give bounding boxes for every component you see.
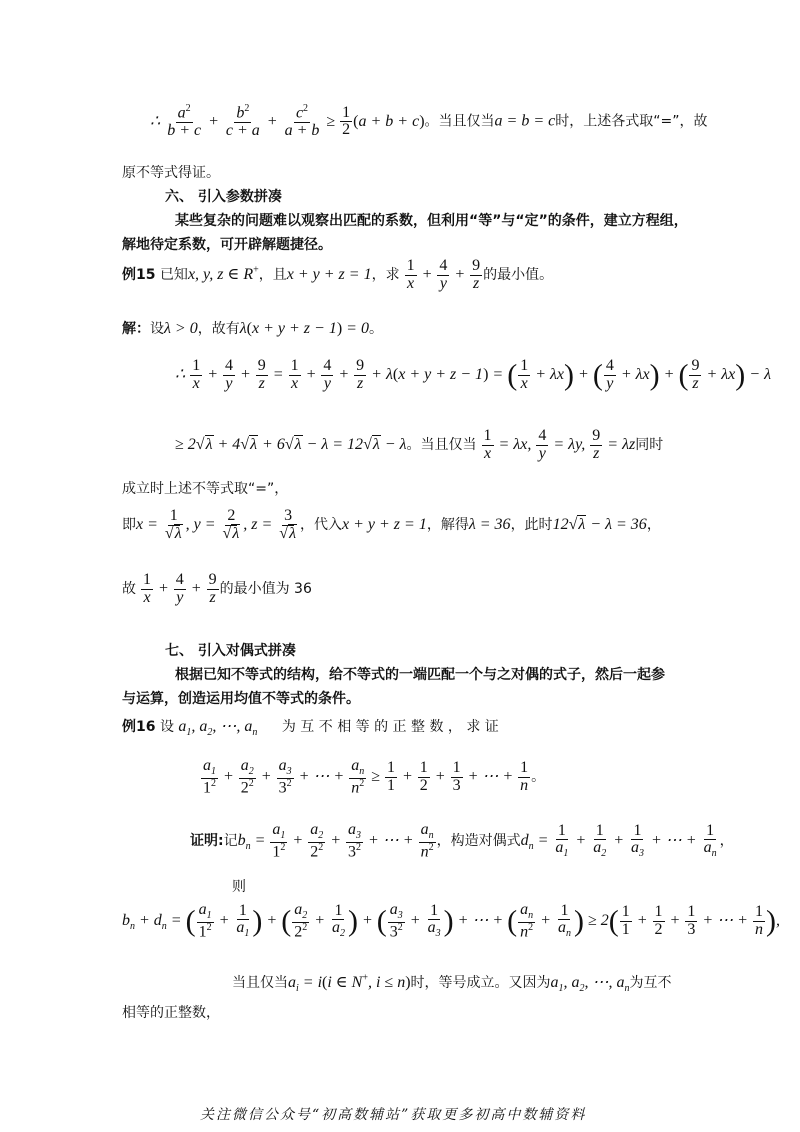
- inequality-line-1: ∴ $\frac{a^2}{b + c}$ + $\frac{b^2}{c + a}$ + $\frac{c^2}{a + b}$ ≥ $\frac{1}{2}$ (a + b + c)。当且仅当a = b = c时，上述各式取“=”，故: [150, 103, 708, 140]
- min-value-line: 故 $\frac{1}{x}$ + $\frac{4}{y}$ + $\frac{9}{z}$ 的最小值为 36: [122, 571, 312, 606]
- paragraph-line: 与运算，创造运用均值不等式的条件。: [122, 691, 360, 707]
- equation-line-3: $b_n + d_n$ = ( $\frac{a_1}{1^2}$ + $\frac{1}{a_1}$ ) + ( $\frac{a_2}{2^2}$ + $\frac{1}{a_2}$ ) + ( $\frac{a_3}{3^2}$ + $\frac{1}{a_3}$ ) + ⋯ + ( $\frac{a_n}{n^2}$ + $\frac{1}{a_n}$ ) ≥ 2( $\frac{1}{1}$ + $\frac{1}{2}$ + $\frac{1}{3}$ + ⋯ + $\frac{1}{n}$ ),: [122, 901, 780, 941]
- example-15: 例15 已知x, y, z ∈ R+，且x + y + z = 1，求 $\frac{1}{x}$ + $\frac{4}{y}$ + $\frac{9}{z}$ 的最小值。: [122, 257, 554, 292]
- proof-line: 证明:记$b_n$ = $\frac{a_1}{1^2}$ + $\frac{a_2}{2^2}$ + $\frac{a_3}{3^2}$ + ⋯ + $\frac{a_n}{n^2}$ ，构造对偶式$d_n$ = $\frac{1}{a_1}$ + $\frac{1}{a_2}$ + $\frac{1}{a_3}$ + ⋯ + $\frac{1}{a_n}$ ，: [190, 821, 734, 861]
- section-heading-7: 七、 引入对偶式拼凑: [165, 643, 296, 659]
- text-line: 成立时上述不等式取“=”，: [122, 481, 289, 497]
- paragraph-line: 某些复杂的问题难以观察出匹配的系数，但利用“等”与“定”的条件，建立方程组，: [175, 213, 688, 229]
- solution-line: 解：设λ > 0，故有λ(x + y + z − 1) = 0。: [122, 320, 383, 337]
- section-heading-6: 六、 引入参数拼凑: [165, 189, 282, 205]
- then-word: 则: [232, 879, 246, 895]
- inequality-ex16: $\frac{a_1}{1^2}$ + $\frac{a_2}{2^2}$ + $\frac{a_3}{3^2}$ + ⋯ + $\frac{a_n}{n^2}$ ≥ $\frac{1}{1}$ + $\frac{1}{2}$ + $\frac{1}{3}$ + ⋯ + $\frac{1}{n}$ 。: [203, 757, 546, 797]
- text-line: 原不等式得证。: [122, 165, 220, 181]
- paragraph-line: 解地待定系数，可开辟解题捷径。: [122, 237, 332, 253]
- text-line: 相等的正整数，: [122, 1005, 220, 1021]
- paragraph-line: 根据已知不等式的结构，给不等式的一端匹配一个与之对偶的式子，然后一起参: [175, 667, 665, 683]
- example-16: 例16 设 $a_1$, $a_2$, ⋯, $a_n$ 为 互 不 相 等 的 正 整 数 ， 求 证: [122, 718, 499, 739]
- equality-condition-line: 当且仅当$a_i = i(i$ ∈ N+, i ≤ n)时，等号成立。又因为$a_1$, $a_2$, ⋯, $a_n$为互不: [232, 972, 672, 995]
- equation-line-1: ∴ $\frac{1}{x}$ + $\frac{4}{y}$ + $\frac{9}{z}$ = $\frac{1}{x}$ + $\frac{4}{y}$ + $\frac{9}{z}$ + λ(x + y + z − 1) = ( $\frac{1}{x}$ + λx) + ( $\frac{4}{y}$ + λx) + ( $\frac{9}{z}$ + λx) − λ: [175, 357, 771, 392]
- equation-line-2: ≥ 2√λ + 4√λ + 6√λ − λ = 12√λ − λ。当且仅当 $\frac{1}{x}$ = λx, $\frac{4}{y}$ = λy, $\frac{9}{z}$ = λz同时: [175, 427, 664, 462]
- footer-note: 关注微信公众号“初高数辅站”获取更多初高中数辅资料: [200, 1107, 587, 1123]
- substitution-line: 即x = $\frac{1}{√\lambda}$ , y = $\frac{2}{√\lambda}$ , z = $\frac{3}{√\lambda}$ ，代入x + y + z = 1，解得λ = 36，此时12√λ − λ = 36，: [122, 507, 661, 542]
